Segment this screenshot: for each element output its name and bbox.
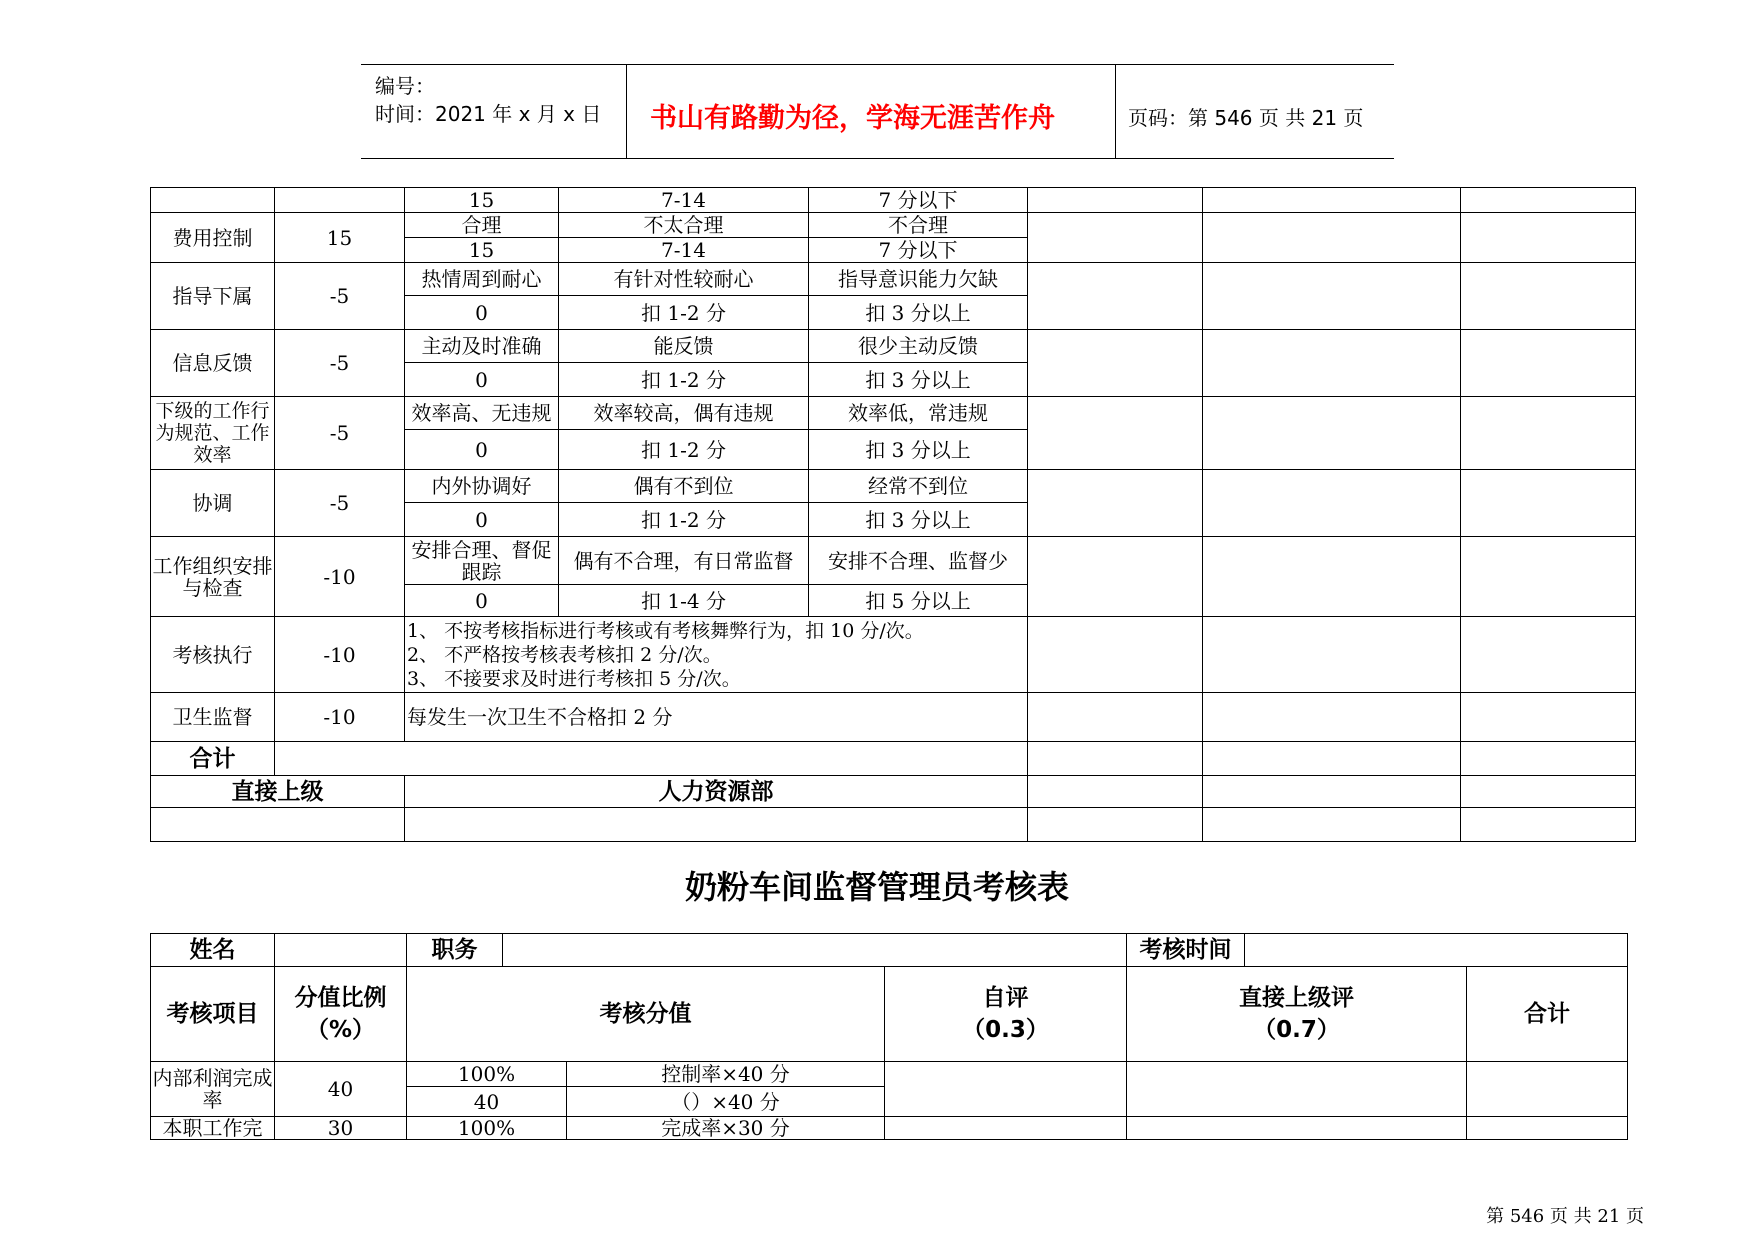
superior-eval-cell[interactable]	[1203, 470, 1461, 537]
header-divider-right	[1115, 64, 1116, 159]
total-cell[interactable]	[1461, 188, 1636, 213]
total-cell[interactable]	[1461, 330, 1636, 397]
superior-eval-cell[interactable]	[1203, 537, 1461, 617]
table-cell: 15	[405, 188, 559, 213]
self-eval-cell[interactable]	[1028, 397, 1203, 470]
time-label: 考核时间	[1127, 934, 1245, 967]
self-eval-cell[interactable]	[1028, 188, 1203, 213]
score-poor: 扣 5 分以上	[809, 585, 1028, 617]
item-name: 信息反馈	[151, 330, 275, 397]
score-mid: 扣 1-2 分	[559, 296, 809, 330]
col-header-self	[885, 967, 1127, 1062]
blank-cell	[1461, 808, 1636, 842]
item-name: 内部利润完成率	[151, 1062, 275, 1117]
header-page-code: 页码：第 546 页 共 21 页	[1128, 106, 1364, 130]
total-label: 合计	[151, 742, 275, 776]
total-cell[interactable]	[1461, 742, 1636, 776]
score-mid: 扣 1-2 分	[559, 503, 809, 537]
position-field[interactable]	[503, 934, 1127, 967]
self-eval-cell[interactable]	[885, 1062, 1127, 1117]
score-poor: 扣 3 分以上	[809, 363, 1028, 397]
self-eval-cell[interactable]	[1028, 742, 1203, 776]
col-header-self-line1: 自评	[982, 985, 1029, 1011]
rule-line: 1、 不按考核指标进行考核或有考核舞弊行为，扣 10 分/次。	[407, 619, 924, 642]
col-header-score: 考核分值	[407, 967, 885, 1062]
item-name: 下级的工作行为规范、工作效率	[151, 397, 275, 470]
total-cell[interactable]	[1461, 470, 1636, 537]
score-good: 0	[405, 363, 559, 397]
item-weight: -10	[275, 693, 405, 742]
assessment-table-continued	[150, 187, 1636, 842]
superior-eval-cell[interactable]	[1203, 263, 1461, 330]
criteria-good: 合理	[405, 213, 559, 238]
criteria-good: 主动及时准确	[405, 330, 559, 363]
total-cell[interactable]	[1467, 1062, 1628, 1117]
score-mid: 扣 1-2 分	[559, 363, 809, 397]
header-motto: 书山有路勤为径，学海无涯苦作舟	[650, 103, 1055, 134]
superior-eval-cell[interactable]	[1127, 1117, 1467, 1140]
hygiene-rule: 每发生一次卫生不合格扣 2 分	[405, 693, 1028, 742]
item-name: 工作组织安排与检查	[151, 537, 275, 617]
item-name: 指导下属	[151, 263, 275, 330]
col-header-superior-line1: 直接上级评	[1239, 985, 1355, 1011]
name-label: 姓名	[151, 934, 275, 967]
item-weight: 40	[275, 1062, 407, 1117]
superior-signature-cell[interactable]	[151, 808, 405, 842]
rule-line: 2、 不严格按考核表考核扣 2 分/次。	[407, 643, 722, 666]
item-name: 卫生监督	[151, 693, 275, 742]
score-poor: 扣 3 分以上	[809, 503, 1028, 537]
superior-eval-cell[interactable]	[1203, 693, 1461, 742]
superior-eval-cell[interactable]	[1203, 188, 1461, 213]
document-number-label: 编号：	[375, 74, 435, 98]
criteria-mid: 能反馈	[559, 330, 809, 363]
score-poor: 扣 3 分以上	[809, 296, 1028, 330]
total-cell[interactable]	[1461, 397, 1636, 470]
col-header-self-line2: （0.3）	[962, 1017, 1049, 1043]
col-header-superior-line2: （0.7）	[1253, 1017, 1340, 1043]
item-weight: 30	[275, 1117, 407, 1140]
header-divider-left	[626, 64, 627, 159]
total-cell[interactable]	[1461, 693, 1636, 742]
total-cell[interactable]	[1461, 617, 1636, 693]
criteria-poor: 效率低，常违规	[809, 397, 1028, 430]
criteria-mid: 不太合理	[559, 213, 809, 238]
self-eval-cell[interactable]	[1028, 213, 1203, 263]
total-cell[interactable]	[1461, 263, 1636, 330]
item-weight: -5	[275, 397, 405, 470]
hr-label: 人力资源部	[405, 776, 1028, 808]
score-target: 100%	[407, 1062, 567, 1087]
criteria-good: 效率高、无违规	[405, 397, 559, 430]
criteria-good: 内外协调好	[405, 470, 559, 503]
score-target: 40	[407, 1087, 567, 1117]
score-mid: 扣 1-4 分	[559, 585, 809, 617]
criteria-poor: 安排不合理、监督少	[809, 537, 1028, 585]
self-eval-cell[interactable]	[885, 1117, 1127, 1140]
superior-eval-cell[interactable]	[1203, 213, 1461, 263]
score-formula: （）×40 分	[567, 1087, 885, 1117]
time-field[interactable]	[1245, 934, 1628, 967]
superior-eval-cell[interactable]	[1203, 330, 1461, 397]
col-header-weight	[275, 967, 407, 1062]
item-name: 考核执行	[151, 617, 275, 693]
item-weight: -5	[275, 263, 405, 330]
score-good: 0	[405, 430, 559, 470]
rule-line: 3、 不接要求及时进行考核扣 5 分/次。	[407, 667, 741, 690]
self-eval-cell[interactable]	[1028, 693, 1203, 742]
self-eval-cell[interactable]	[1028, 470, 1203, 537]
criteria-poor: 不合理	[809, 213, 1028, 238]
superior-eval-cell[interactable]	[1203, 617, 1461, 693]
score-formula: 完成率×30 分	[567, 1117, 885, 1140]
criteria-poor: 经常不到位	[809, 470, 1028, 503]
score-mid: 扣 1-2 分	[559, 430, 809, 470]
criteria-mid: 偶有不合理，有日常监督	[559, 537, 809, 585]
execution-rules	[405, 617, 1028, 693]
criteria-good: 热情周到耐心	[405, 263, 559, 296]
self-eval-cell[interactable]	[1028, 330, 1203, 397]
supervisor-assessment-table	[150, 933, 1628, 1140]
col-header-item: 考核项目	[151, 967, 275, 1062]
header-top-rule	[361, 64, 1394, 65]
criteria-poor: 很少主动反馈	[809, 330, 1028, 363]
table-cell	[151, 188, 275, 213]
superior-eval-cell[interactable]	[1203, 742, 1461, 776]
item-weight: -5	[275, 330, 405, 397]
table-cell	[275, 188, 405, 213]
superior-label: 直接上级	[151, 776, 405, 808]
blank-cell	[1203, 776, 1461, 808]
superior-eval-cell[interactable]	[1203, 397, 1461, 470]
self-eval-cell[interactable]	[1028, 617, 1203, 693]
col-header-superior	[1127, 967, 1467, 1062]
blank-cell	[1028, 776, 1203, 808]
page-footer: 第 546 页 共 21 页	[1486, 1206, 1644, 1227]
score-poor: 扣 3 分以上	[809, 430, 1028, 470]
score-target: 100%	[407, 1117, 567, 1140]
criteria-mid: 有针对性较耐心	[559, 263, 809, 296]
item-name: 协调	[151, 470, 275, 537]
blank-cell	[1203, 808, 1461, 842]
col-header-weight-line2: （%）	[305, 1017, 376, 1043]
hr-signature-cell[interactable]	[405, 808, 1028, 842]
header-bottom-rule	[361, 158, 1394, 159]
score-formula: 控制率×40 分	[567, 1062, 885, 1087]
total-cell[interactable]	[1467, 1117, 1628, 1140]
col-header-weight-line1: 分值比例	[294, 985, 387, 1011]
item-weight: -10	[275, 617, 405, 693]
table-cell: 7 分以下	[809, 188, 1028, 213]
form-title: 奶粉车间监督管理员考核表	[684, 868, 1069, 906]
score-poor: 7 分以下	[809, 238, 1028, 263]
criteria-mid: 偶有不到位	[559, 470, 809, 503]
item-name: 本职工作完	[151, 1117, 275, 1140]
criteria-good: 安排合理、督促跟踪	[405, 537, 559, 585]
blank-cell	[1461, 776, 1636, 808]
self-eval-cell[interactable]	[1028, 263, 1203, 330]
item-weight: -5	[275, 470, 405, 537]
criteria-poor: 指导意识能力欠缺	[809, 263, 1028, 296]
superior-eval-cell[interactable]	[1127, 1062, 1467, 1117]
criteria-mid: 效率较高，偶有违规	[559, 397, 809, 430]
score-good: 15	[405, 238, 559, 263]
table-cell: 7-14	[559, 188, 809, 213]
score-good: 0	[405, 585, 559, 617]
item-name: 费用控制	[151, 213, 275, 263]
score-good: 0	[405, 296, 559, 330]
name-field[interactable]	[275, 934, 407, 967]
total-cell[interactable]	[1461, 537, 1636, 617]
total-cell[interactable]	[1461, 213, 1636, 263]
item-weight: 15	[275, 213, 405, 263]
document-date-label: 时间：2021 年 x 月 x 日	[375, 102, 602, 126]
item-weight: -10	[275, 537, 405, 617]
self-eval-cell[interactable]	[1028, 537, 1203, 617]
score-mid: 7-14	[559, 238, 809, 263]
col-header-total: 合计	[1467, 967, 1628, 1062]
score-good: 0	[405, 503, 559, 537]
total-value-cell[interactable]	[275, 742, 1028, 776]
position-label: 职务	[407, 934, 503, 967]
blank-cell	[1028, 808, 1203, 842]
